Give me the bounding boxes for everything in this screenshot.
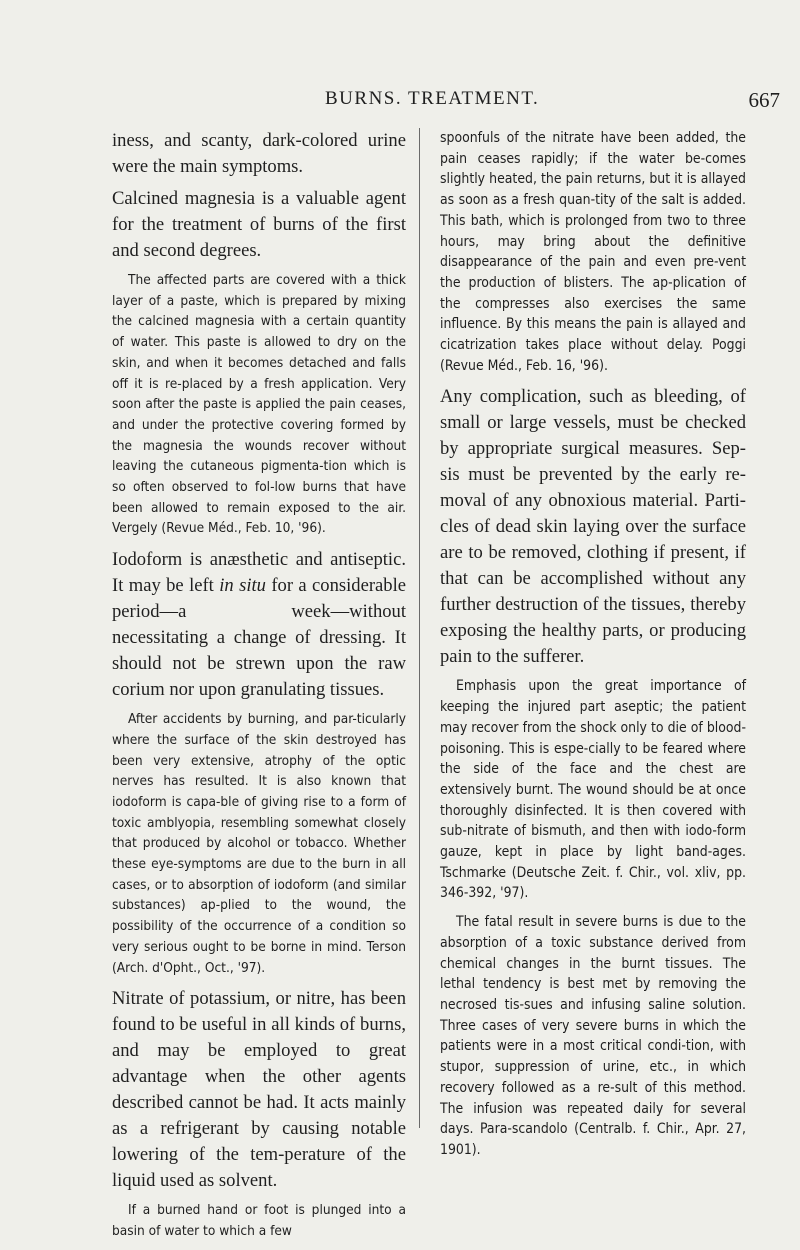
column-divider <box>419 128 420 1128</box>
text-run: Iodoform is anæsthetic and antiseptic. It may be left <box>112 549 406 597</box>
quoted-paragraph: After accidents by burning, and par-ticularly where the surface of the skin destroyed has been very extensive, atrophy of the optic nerves has resulted. It is also known that iodoform is capa-ble of giving rise to a form of toxic amblyopia, resembling somewhat closely that produced by alcohol or tobacco. Whether these eye-symptoms are due to the burn in all cases, or to absorption of iodoform (and similar substances) ap-plied to the wound, the possibility of the occurrence of a condition so very serious ought to be borne in mind. Terson (Arch. d'Opht., Oct., '97). <box>112 711 406 976</box>
running-head: BURNS. TREATMENT. <box>325 88 540 109</box>
quoted-paragraph: If a burned hand or foot is plunged into a basin of water to which a few <box>112 1202 406 1239</box>
page-header <box>90 88 780 118</box>
quoted-paragraph: The fatal result in severe burns is due to the absorption of a toxic substance derived from chemical changes in the burnt tissues. The lethal tendency is best met by removing the necrosed tis-sues and infusing saline solution. Three cases of very severe burns in which the patients were in a most critical condi-tion, with stupor, suppression of urine, etc., in which recovery followed as a re-sult of this method. The infusion was repeated daily for several days. Para-scandolo (Centralb. f. Chir., Apr. 27, 1901). <box>440 914 746 1158</box>
paragraph: Calcined magnesia is a valuable agent for the treatment of burns of the first and second degrees. <box>112 188 406 261</box>
text-run: for a considerable period—a week—without necessitating a change of dressing. It should not be strewn upon the raw corium nor upon granulating tissues. <box>112 575 406 701</box>
paragraph: Nitrate of potassium, or nitre, has been found to be useful in all kinds of burns, and may be employed to great advantage when the other agents described cannot be had. It acts mainly as a refrigerant by causing notable lowering of the tem-perature of the liquid used as solvent. <box>112 988 406 1192</box>
quoted-paragraph: The affected parts are covered with a thick layer of a paste, which is prepared by mixing the calcined magnesia with a certain quantity of water. This paste is allowed to dry on the skin, and when it becomes detached and falls off it is re-placed by a fresh application. Very soon after the paste is applied the pain ceases, and under the protective covering formed by the magnesia the wounds recover without leaving the cutaneous pigmenta-tion which is so often observed to fol-low burns that have been allowed to remain exposed to the air. Vergely (Revue Méd., Feb. 10, '96). <box>112 272 406 537</box>
page-number: 667 <box>748 88 780 112</box>
right-column <box>440 128 746 1169</box>
quoted-paragraph: Emphasis upon the great importance of keeping the injured part aseptic; the patient may recover from the shock only to die of blood-poisoning. This is espe-cially to be feared where the side of the face and the chest are extensively burnt. The wound should be at once thoroughly disinfected. It is then covered with sub-nitrate of bismuth, and then with iodo-form gauze, kept in place by light band-ages. Tschmarke (Deutsche Zeit. f. Chir., vol. xliv, pp. 346-392, '97). <box>440 678 746 902</box>
italic-text: in situ <box>219 575 266 597</box>
quoted-paragraph: spoonfuls of the nitrate have been added, the pain ceases rapidly; if the water be-comes slightly heated, the pain returns, but it is allayed as soon as a fresh quan-tity of the salt is added. This bath, which is prolonged from two to three hours, may bring about the definitive disappearance of the pain and even pre-vent the production of blisters. The ap-plication of the compresses also exercises the same influence. By this means the pain is allayed and cicatrization takes place without delay. Poggi (Revue Méd., Feb. 16, '96). <box>440 130 746 374</box>
left-column <box>112 128 406 1250</box>
paragraph: Any complication, such as bleeding, of small or large vessels, must be checked by appropriate surgical measures. Sep-sis must be prevented by the early re-moval of any obnoxious material. Parti-cles of dead skin laying over the surface are to be removed, clothing if present, if that can be accomplished without any further destruction of the tissues, thereby exposing the healthy parts, or producing pain to the sufferer. <box>440 386 746 668</box>
paragraph: iness, and scanty, dark-colored urine were the main symptoms. <box>112 130 406 177</box>
paragraph <box>112 547 406 703</box>
